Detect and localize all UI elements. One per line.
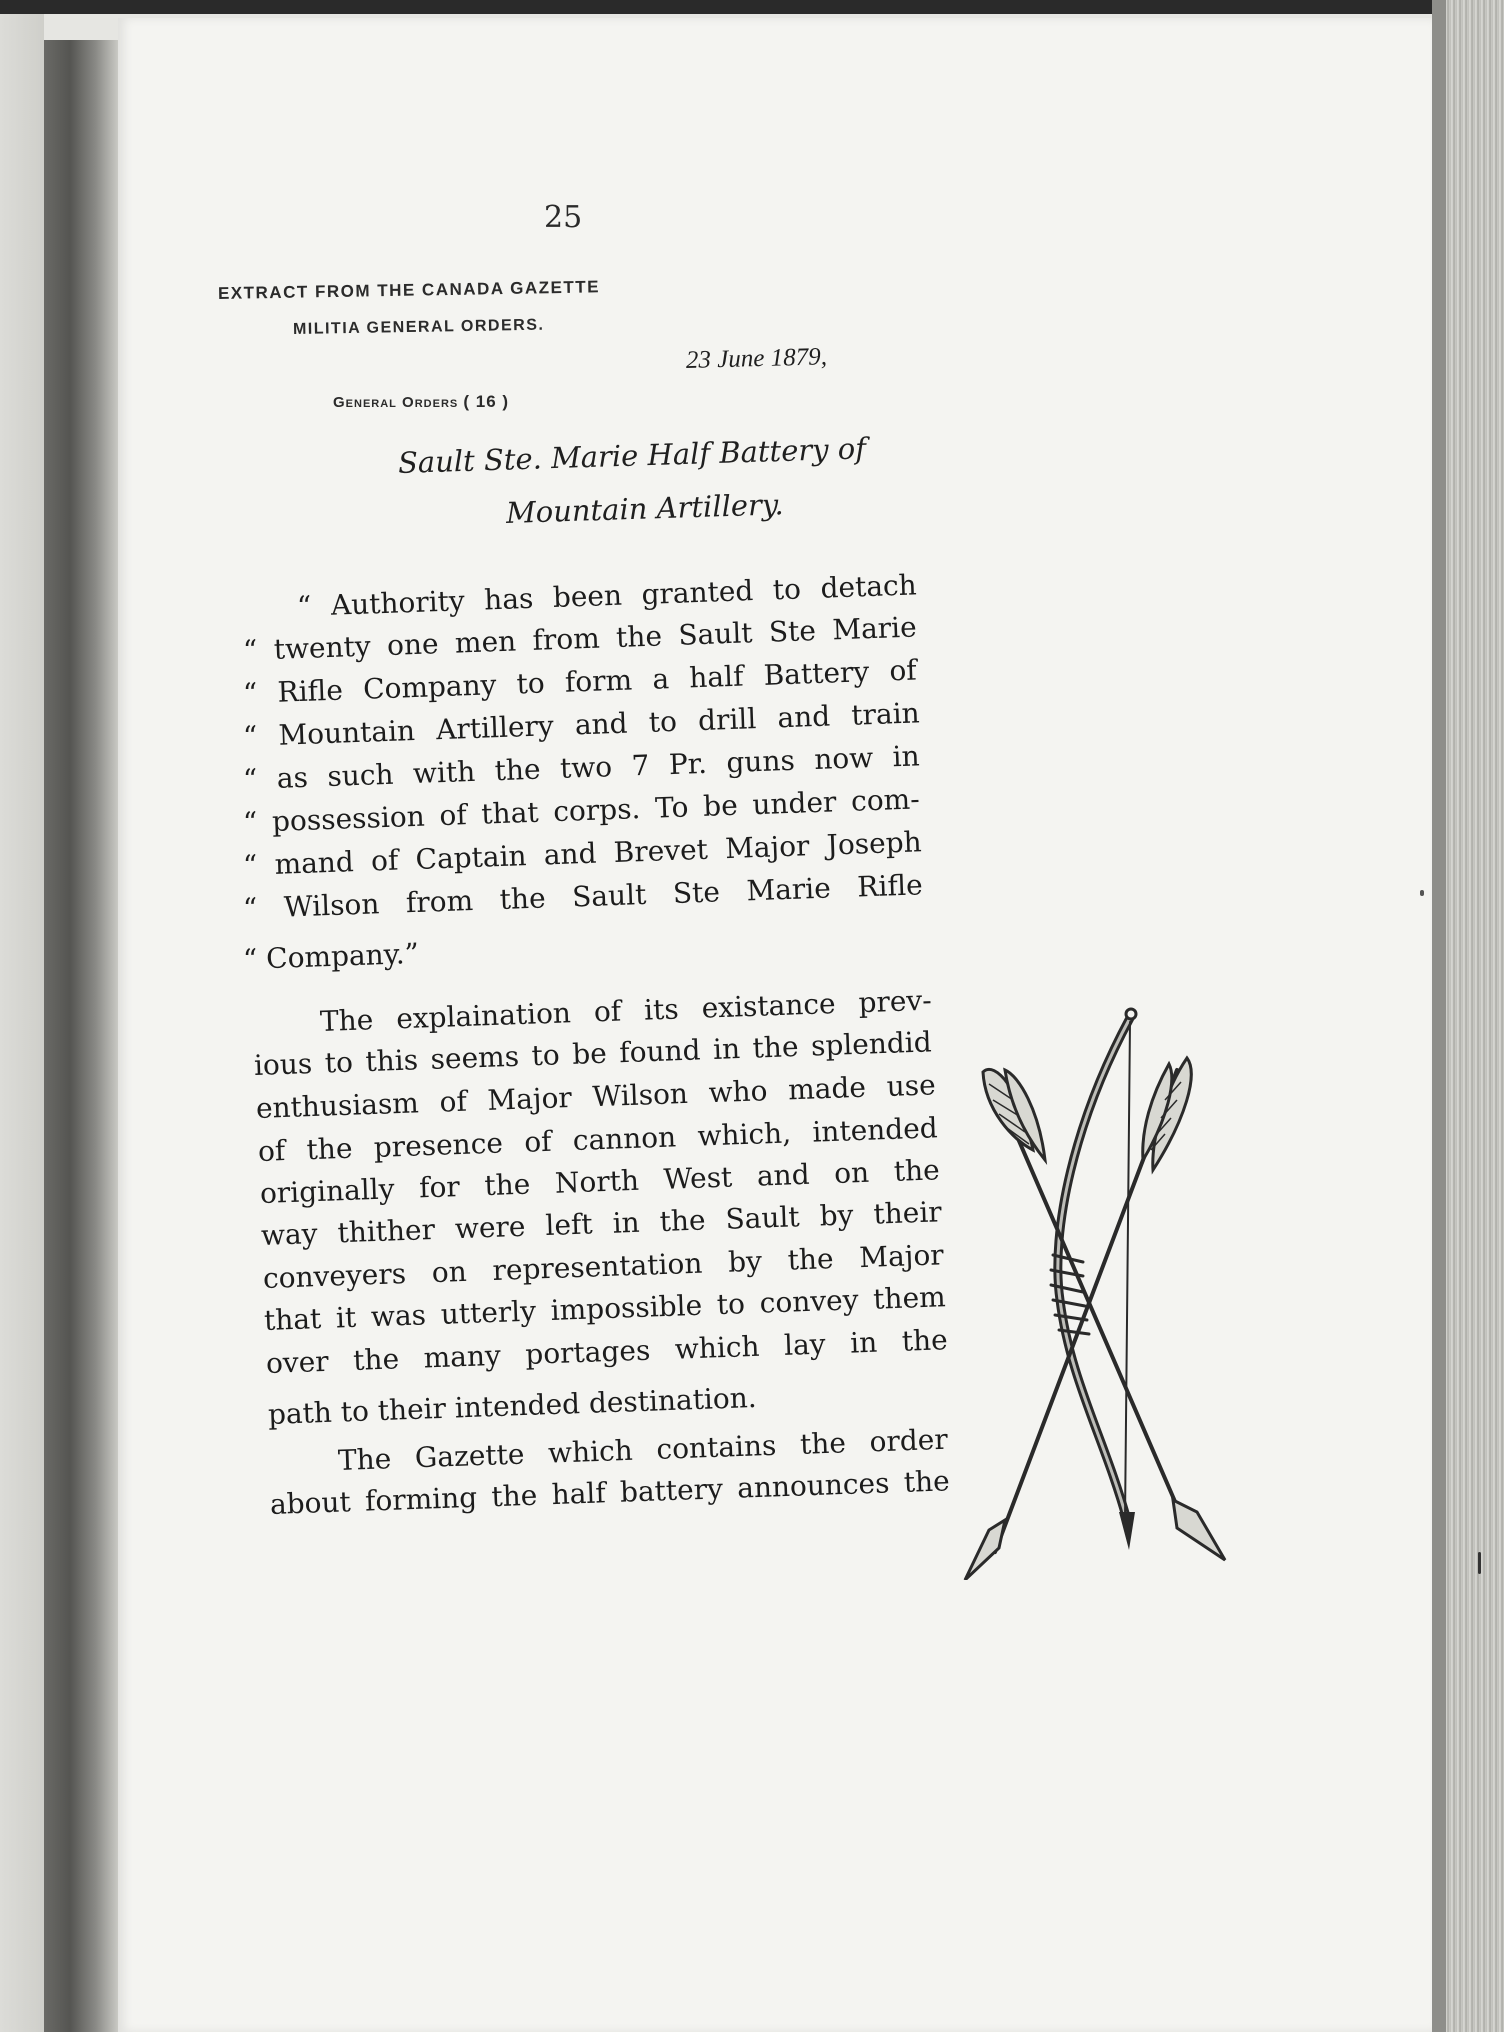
dust-speck bbox=[1478, 1552, 1481, 1574]
quote-line: “ Authority has been granted to detach bbox=[296, 568, 918, 623]
paragraph-line: The explaination of its existance prev- bbox=[319, 983, 933, 1038]
paragraph-line: path to their intended destination. bbox=[267, 1380, 758, 1431]
quote-line: “ Mountain Artillery and to drill and train bbox=[242, 696, 921, 753]
paragraph-line: about forming the half battery announces the bbox=[269, 1464, 951, 1521]
dust-speck bbox=[1420, 890, 1424, 896]
heading-militia-orders: MILITIA GENERAL ORDERS. bbox=[292, 316, 545, 338]
right-arrow-fletching bbox=[1143, 1058, 1192, 1170]
order-date: 23 June 1879, bbox=[685, 343, 828, 374]
quote-line: “ Wilson from the Sault Ste Marie Rifle bbox=[242, 868, 924, 925]
book-spine-shadow bbox=[44, 40, 118, 2032]
right-arrow-head bbox=[965, 1520, 1005, 1580]
quote-line: “ mand of Captain and Brevet Major Joseph bbox=[242, 825, 923, 882]
book-top-edge bbox=[0, 0, 1504, 14]
general-orders-number: ( 16 ) bbox=[463, 392, 510, 411]
paragraph-line: of the presence of cannon which, intended bbox=[257, 1111, 939, 1168]
bow-top-tip bbox=[1126, 1009, 1136, 1019]
paragraph-line: The Gazette which contains the order bbox=[337, 1422, 949, 1477]
subtitle-line-1: Sault Ste. Marie Half Battery of bbox=[397, 431, 867, 480]
crossed-bow-and-arrows-icon bbox=[955, 1000, 1235, 1580]
left-arrow-head bbox=[1173, 1500, 1225, 1560]
quote-line: “ possession of that corps. To be under com- bbox=[242, 782, 921, 839]
quote-line: “ Rifle Company to form a half Battery of bbox=[242, 653, 918, 710]
heading-gazette-extract: EXTRACT FROM THE CANADA GAZETTE bbox=[217, 277, 601, 303]
bow-bottom-tip bbox=[1119, 1512, 1135, 1550]
paragraph-line: over the many portages which lay in the bbox=[265, 1323, 949, 1380]
bow-limb-highlight bbox=[1058, 1018, 1130, 1520]
paragraph-line: conveyers on representation by the Major bbox=[262, 1238, 945, 1295]
page-number: 25 bbox=[544, 200, 583, 235]
general-orders-label bbox=[333, 392, 509, 412]
paragraph-line: originally for the North West and on the bbox=[259, 1153, 941, 1210]
facing-page-edge bbox=[0, 14, 44, 2032]
quote-line: “ as such with the two 7 Pr. guns now in bbox=[242, 739, 921, 796]
paragraph-line: that it was utterly impossible to convey them bbox=[263, 1280, 947, 1337]
bowstring bbox=[1125, 1022, 1130, 1520]
page-stack-shadow bbox=[1432, 0, 1446, 2032]
paragraph-line: enthusiasm of Major Wilson who made use bbox=[255, 1068, 937, 1125]
paragraph-line: ious to this seems to be found in the splendid bbox=[253, 1025, 933, 1082]
subtitle-line-2: Mountain Artillery. bbox=[505, 487, 785, 530]
paragraph-line: way thither were left in the Sault by their bbox=[260, 1195, 943, 1252]
left-arrow-fletching bbox=[983, 1069, 1045, 1160]
quote-line: “ Company.” bbox=[242, 936, 420, 976]
general-orders-text: General Orders bbox=[333, 394, 459, 411]
quote-line: “ twenty one men from the Sault Ste Marie bbox=[242, 610, 918, 667]
